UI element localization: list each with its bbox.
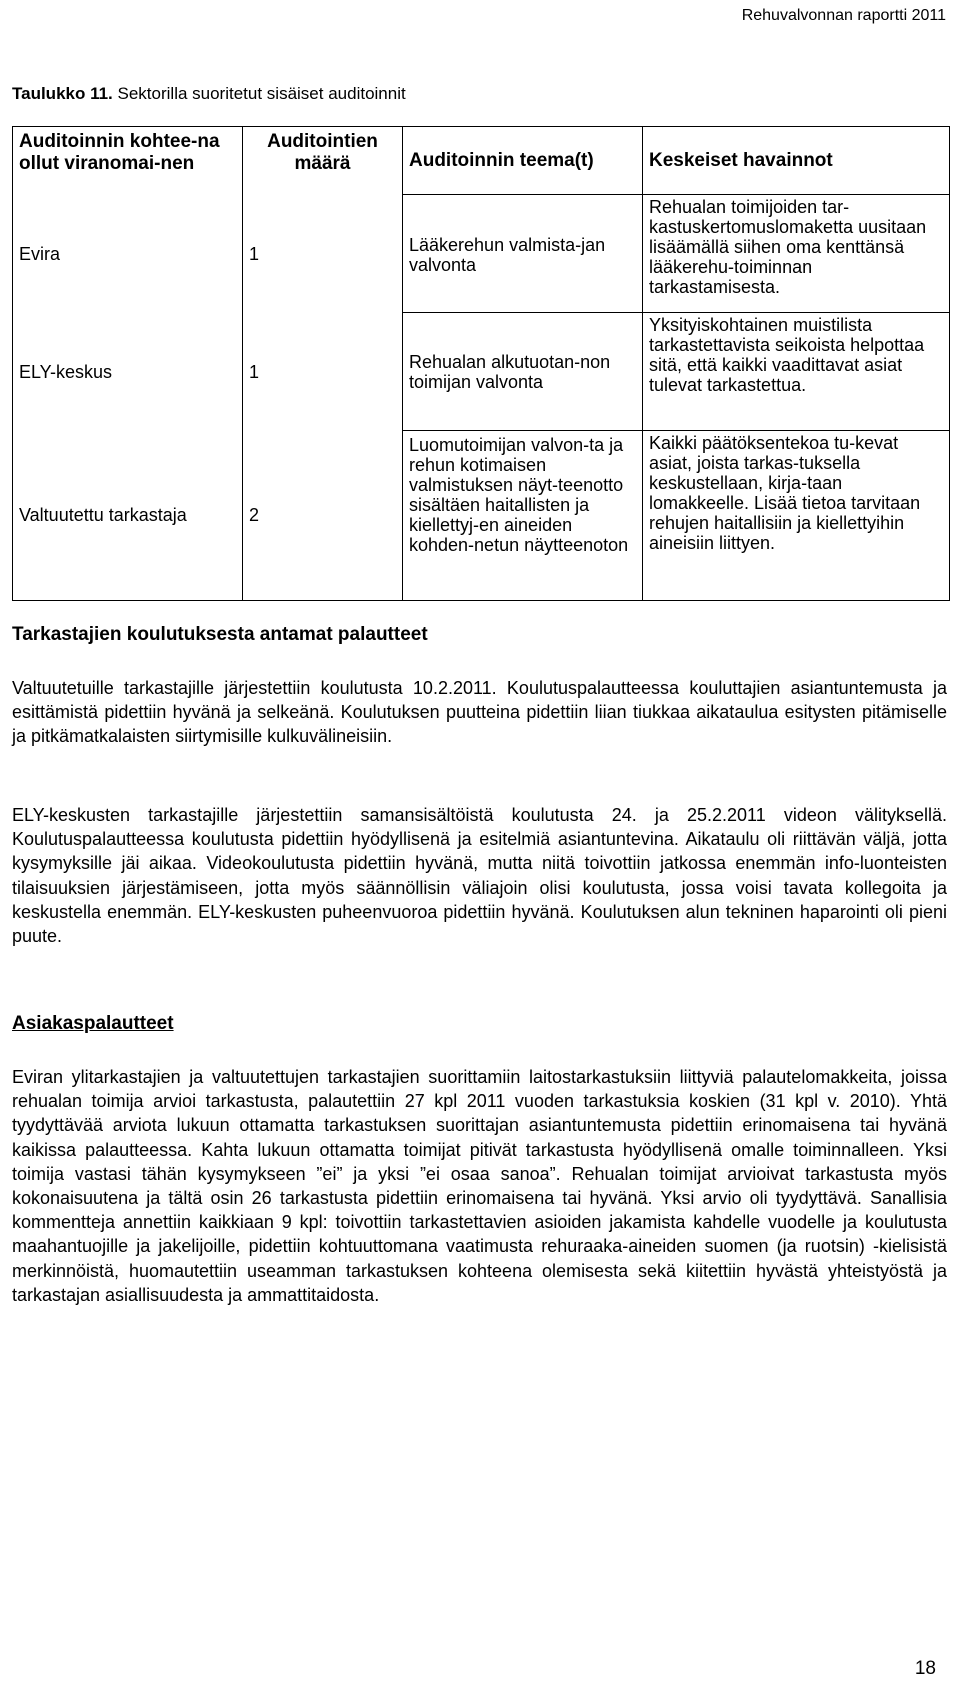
table-row — [13, 431, 950, 601]
row-target: ELY-keskus — [13, 313, 243, 431]
row-target: Evira — [13, 195, 243, 313]
row-count: 2 — [243, 431, 403, 601]
page-number: 18 — [914, 1658, 936, 1679]
header-target: Auditoinnin kohtee-na ollut viranomai-nen — [13, 127, 243, 195]
training-feedback-heading: Tarkastajien koulutuksesta antamat palautteet — [12, 624, 428, 645]
row-theme: Lääkerehun valmista-jan valvonta — [403, 195, 643, 313]
row-theme: Rehualan alkutuotan-non toimijan valvonta — [403, 313, 643, 431]
observation-text: Rehualan toimijoiden tar-kastuskertomuslomaketta uusitaan lisäämällä siihen oma kenttänsä lääkerehu-toiminnan tarkastamisesta. — [649, 197, 927, 297]
row-theme: Luomutoimijan valvon-ta ja rehun kotimaisen valmistuksen näyt-teenotto sisältäen haitallisten ja kiellettyj-en aineiden kohden-netun näytteenoton — [403, 431, 643, 601]
row-observation — [643, 431, 950, 601]
row-target: Valtuutettu tarkastaja — [13, 431, 243, 601]
table-row — [13, 195, 950, 313]
table-caption — [12, 84, 406, 104]
caption-label: Taulukko 11. — [12, 84, 113, 103]
row-observation — [643, 195, 950, 313]
caption-text: Sektorilla suoritetut sisäiset auditoinnit — [112, 84, 406, 103]
observation-text: Yksityiskohtainen muistilista tarkastettavista seikoista helpottaa sitä, että kaikki vaadittavat asiat tulevat tarkastettua. — [649, 315, 925, 395]
header-observations: Keskeiset havainnot — [643, 127, 950, 195]
header-theme: Auditoinnin teema(t) — [403, 127, 643, 195]
audit-table — [12, 126, 950, 601]
training-paragraph-1: Valtuutetuille tarkastajille järjestettiin koulutusta 10.2.2011. Koulutuspalautteessa kouluttajien asiantuntemusta ja esittämistä pidettiin hyvänä ja selkeänä. Koulutuksen puutteina pidettiin liian tiukkaa aikataulua esitysten pitämiselle ja pitkämatkalaisten siirtymisille kulkuvälineisiin. — [12, 678, 947, 747]
row-observation — [643, 313, 950, 431]
observation-text: Kaikki päätöksentekoa tu-kevat asiat, joista tarkas-tuksella keskustellaan, kirja-taan lomakkeelle. Lisää tietoa tarvitaan rehujen haitallisiin ja kiellettyihin aineisiin liittyen. — [649, 433, 921, 553]
customer-feedback-paragraph: Eviran ylitarkastajien ja valtuutettujen tarkastajien suorittamiin laitostarkastuksiin liittyviä palautelomakkeita, joissa rehualan toimija arvioi tarkastusta, palautettiin 27 kpl 2011 vuoden tarkastuksia koskien (31 kpl v. 2010). Yhtä tyydyttävää arviota lukuun ottamatta tarkastuksen suorittajan asiantuntemusta pidettiin erinomaisena tai hyvänä kaikissa palautteessa. Kahta lukuun ottamatta toimijat pitivät tarkastusta hyödyllisenä omalle toiminnalleen. Yksi toimija vastasi tähän kysymykseen ”ei” ja yksi ”ei osaa sanoa”. Rehualan toimijat arvioivat tarkastusta myös kokonaisuutena ja tältä osin 26 tarkastusta pidettiin erinomaisena tai hyvänä. Yksi arvio oli tyydyttävä. Sanallisia kommentteja annettiin kaikkiaan 9 kpl: toivottiin tarkastettavien asioiden jakamista kahdelle vuodelle ja koulutusta maahantuojille ja jakelijoille, pidettiin kohtuuttomana vaatimusta rehuraaka-aineiden suomen (ja ruotsin) -kielisistä merkinnöistä, huomautettiin useamman tarkastuksen kohteena olemisesta sekä kiitettiin hyvästä yhteistyöstä ja tarkastajan asiallisuudesta ja ammattitaidosta. — [12, 1067, 947, 1305]
customer-feedback-heading: Asiakaspalautteet — [12, 1013, 174, 1034]
training-paragraph-2: ELY-keskusten tarkastajille järjestettiin samansisältöistä koulutusta 24. ja 25.2.2011 videon välityksellä. Koulutuspalautteessa koulutusta pidettiin hyödyllisenä ja esitelmiä asiantuntevina. Aikataulu oli riittävän väljä, jotta kysymyksille jäi aikaa. Videokoulutusta pidettiin hyvänä, mutta niitä toivottiin jatkossa enemmän info-luonteisten tilaisuuksien järjestämiseen, jotta myös säännöllisin väliajoin olisi koulutusta, jossa voisi tavata kollegoita ja keskustella enemmän. ELY-keskusten puheenvuoroa pidettiin hyvänä. Koulutuksen alun tekninen haparointi oli pieni puute. — [12, 805, 947, 947]
header-count: Auditointien määrä — [243, 127, 403, 195]
table-header-row — [13, 127, 950, 195]
running-header-title: Rehuvalvonnan raportti 2011 — [741, 7, 946, 24]
row-count: 1 — [243, 313, 403, 431]
table-row — [13, 313, 950, 431]
row-count: 1 — [243, 195, 403, 313]
